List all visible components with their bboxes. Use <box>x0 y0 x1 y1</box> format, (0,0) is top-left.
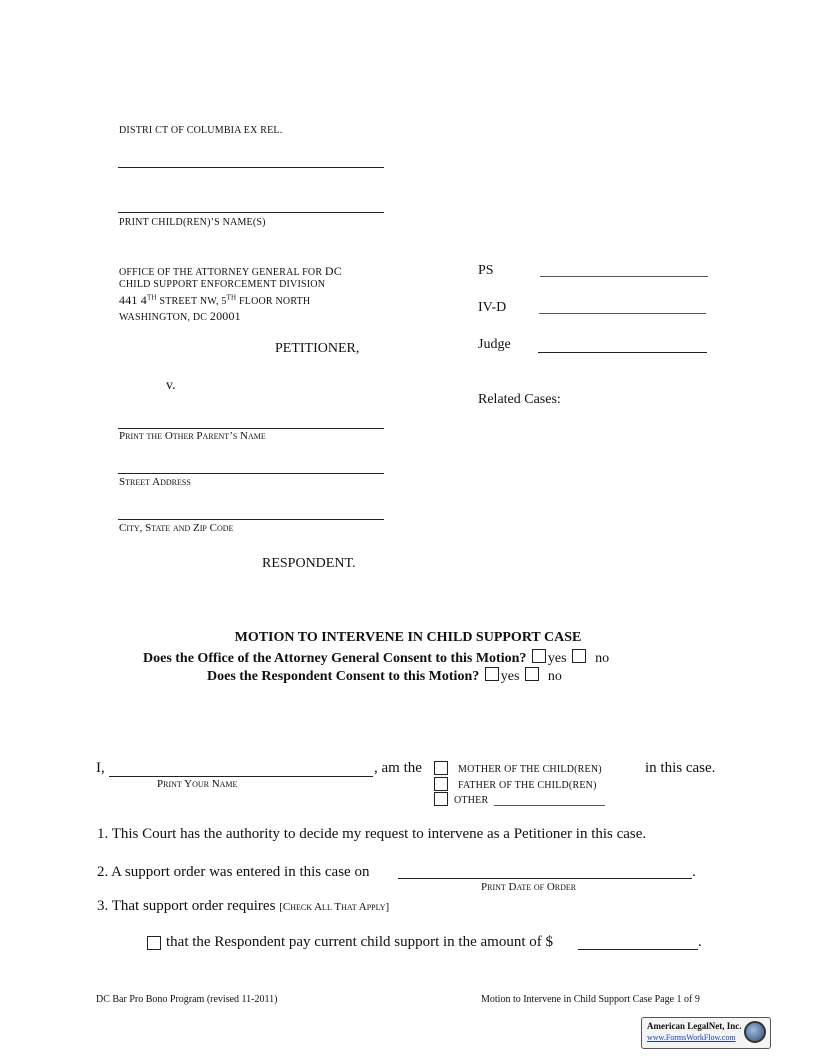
other-relation-line[interactable] <box>494 805 605 806</box>
father-checkbox[interactable] <box>434 777 448 791</box>
judge-line[interactable] <box>538 352 707 353</box>
legalnet-logo[interactable] <box>641 1017 771 1049</box>
item-3: 3. That support order requires [Check All That Apply] <box>97 898 390 914</box>
logo-company: American LegalNet, Inc. <box>647 1021 742 1031</box>
related-cases-label: Related Cases: <box>478 392 561 407</box>
ivd-label: IV-D <box>478 300 507 315</box>
current-support-period: . <box>698 934 702 950</box>
logo-url[interactable]: www.FormsWorkFlow.com <box>647 1033 736 1042</box>
office-line1: OFFICE OF THE ATTORNEY GENERAL FOR DC <box>119 264 342 278</box>
street-label: Street Address <box>119 476 191 488</box>
mother-checkbox[interactable] <box>434 761 448 775</box>
street-line[interactable] <box>118 473 384 474</box>
footer-left: DC Bar Pro Bono Program (revised 11-2011) <box>96 994 278 1005</box>
father-option-label: FATHER OF THE CHILD(REN) <box>458 780 597 791</box>
city-line[interactable] <box>118 519 384 520</box>
office-line2: CHILD SUPPORT ENFORCEMENT DIVISION <box>119 279 326 290</box>
versus-label: v. <box>166 378 176 393</box>
office-city: WASHINGTON, DC 20001 <box>119 309 241 323</box>
office-address: 441 4TH STREET NW, 5TH FLOOR NORTH <box>119 293 311 307</box>
judge-label: Judge <box>478 337 511 352</box>
other-parent-label: Print the Other Parent’s Name <box>119 430 266 442</box>
other-checkbox[interactable] <box>434 792 448 806</box>
relator-line[interactable] <box>118 167 384 168</box>
petitioner-label: PETITIONER, <box>275 341 360 356</box>
order-date-label: Print Date of Order <box>481 881 577 893</box>
consent-question-respondent: Does the Respondent Consent to this Motion? yes no <box>207 669 562 684</box>
order-date-line[interactable] <box>398 878 692 879</box>
item-1: 1. This Court has the authority to decide my request to intervene as a Petitioner in this case. <box>97 826 647 842</box>
support-amount-line[interactable] <box>578 949 698 950</box>
ps-line[interactable] <box>540 276 708 277</box>
respondent-label: RESPONDENT. <box>262 556 356 571</box>
children-name-line[interactable] <box>118 212 384 213</box>
item-2-period: . <box>692 864 696 880</box>
city-label: City, State and Zip Code <box>119 522 234 534</box>
mother-option-label: MOTHER OF THE CHILD(REN) <box>458 764 602 775</box>
current-support-checkbox[interactable] <box>147 936 161 950</box>
motion-title: MOTION TO INTERVENE IN CHILD SUPPORT CASE <box>234 630 582 645</box>
intro-am-the: , am the <box>374 760 422 776</box>
consent-question-oag: Does the Office of the Attorney General Consent to this Motion? yes no <box>143 651 610 666</box>
oag-no-checkbox[interactable] <box>572 649 586 663</box>
other-parent-line[interactable] <box>118 428 384 429</box>
other-option-label: OTHER <box>454 795 489 806</box>
ps-label: PS <box>478 263 494 278</box>
your-name-label: Print Your Name <box>157 778 238 790</box>
footer-right: Motion to Intervene in Child Support Case Page 1 of 9 <box>481 994 700 1005</box>
respondent-yes-checkbox[interactable] <box>485 667 499 681</box>
children-name-label: PRINT CHILD(REN)’S NAME(S) <box>119 217 266 228</box>
respondent-no-checkbox[interactable] <box>525 667 539 681</box>
item-2: 2. A support order was entered in this case on <box>97 864 370 880</box>
your-name-line[interactable] <box>109 776 373 777</box>
oag-yes-checkbox[interactable] <box>532 649 546 663</box>
in-this-case-label: in this case. <box>645 760 716 776</box>
ivd-line[interactable] <box>539 313 706 314</box>
current-support-text: that the Respondent pay current child support in the amount of $ <box>166 934 553 950</box>
globe-icon <box>744 1021 766 1043</box>
intro-i: I, <box>96 760 105 776</box>
dc-ex-rel-label: DISTRI CT OF COLUMBIA EX REL. <box>119 125 283 136</box>
